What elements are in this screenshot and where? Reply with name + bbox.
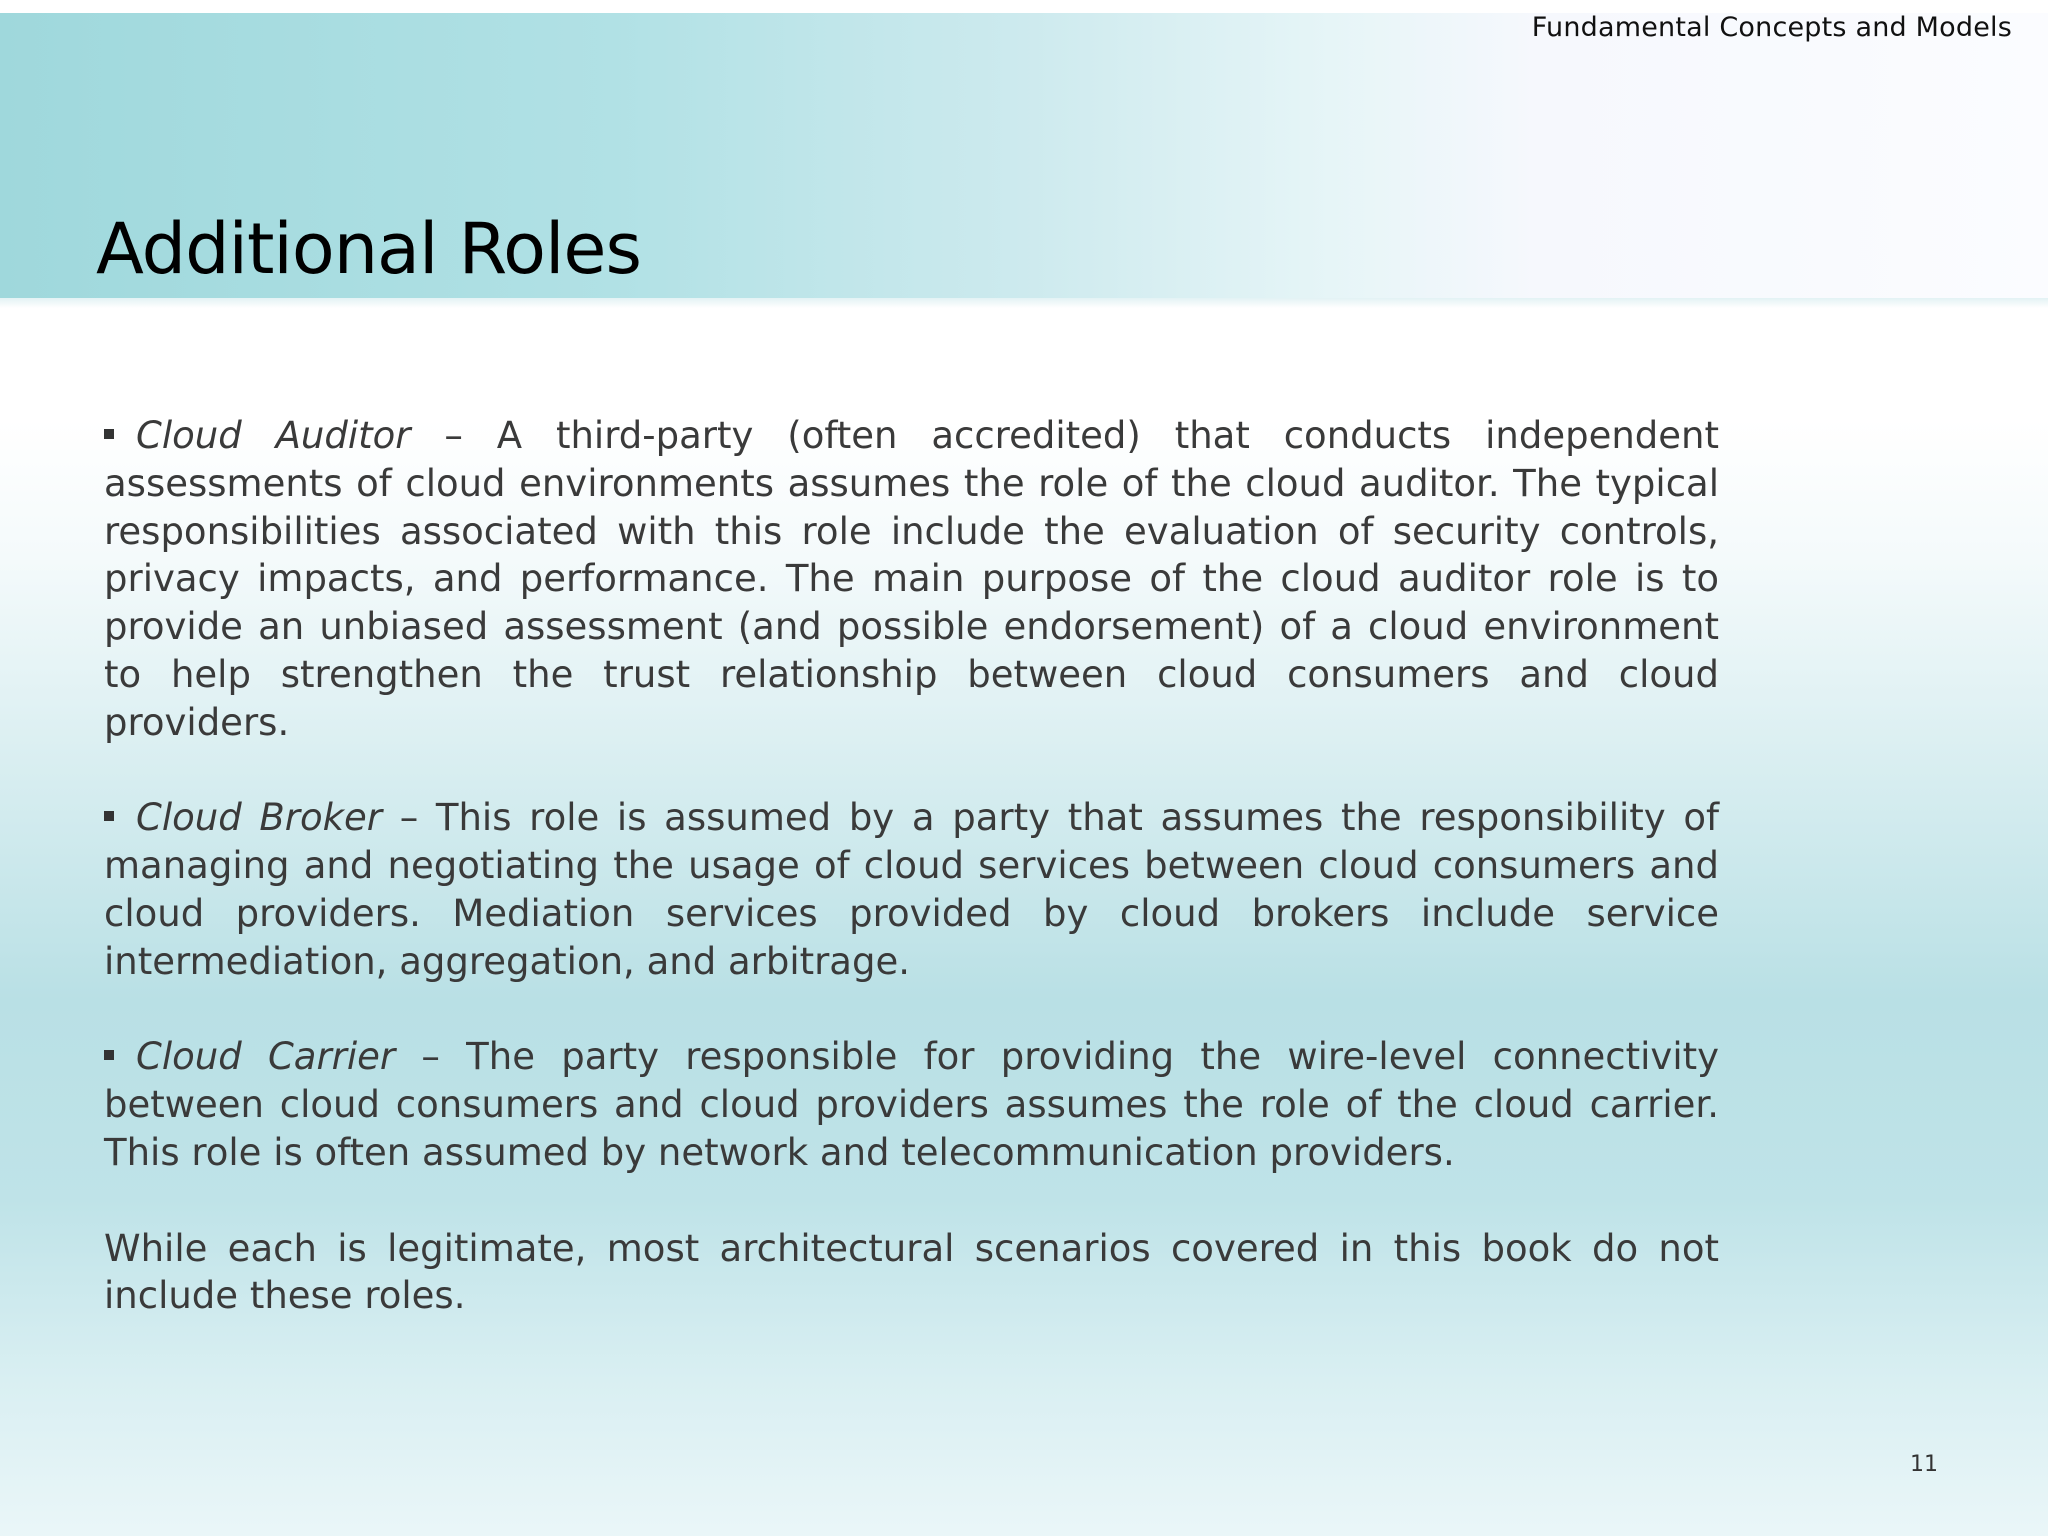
closing-paragraph: While each is legitimate, most architectural scenarios covered in this book do not include these roles. [104, 1226, 1719, 1318]
definition: – A third-party (often accredited) that conducts independent assessments of cloud environments assumes the role of the cloud auditor. The typical responsibilities associated with this role include the evaluation of security controls, privacy impacts, and performance. The main purpose of the cloud auditor role is to provide an unbiased assessment (and possible endorsement) of a cloud environment to help strengthen the trust relationship between cloud consumers and cloud providers. [104, 414, 1719, 744]
definition: – This role is assumed by a party that assumes the responsibility of managing and negotiating the usage of cloud services between cloud consumers and cloud providers. Mediation services provided by cloud brokers include service intermediation, aggregation, and arbitrage. [104, 796, 1719, 983]
slide-title: Additional Roles [96, 208, 641, 290]
header-divider [0, 298, 2048, 308]
bullet-item-cloud-carrier [104, 1033, 1719, 1176]
definition: – The party responsible for providing the wire-level connectivity between cloud consumers and cloud providers assumes the role of the cloud carrier. This role is often assumed by network and telecommunication providers. [104, 1035, 1720, 1174]
slide-body [104, 412, 1719, 1368]
term: Cloud Broker [136, 796, 383, 840]
section-label: Fundamental Concepts and Models [1531, 12, 2012, 43]
page-number: 11 [1910, 1452, 1938, 1477]
bullet-item-cloud-auditor [104, 412, 1719, 747]
term: Cloud Carrier [136, 1035, 396, 1079]
square-bullet-icon [104, 429, 114, 439]
term: Cloud Auditor [136, 414, 411, 457]
square-bullet-icon [104, 1050, 114, 1060]
bullet-item-cloud-broker [104, 794, 1719, 985]
square-bullet-icon [104, 811, 114, 821]
